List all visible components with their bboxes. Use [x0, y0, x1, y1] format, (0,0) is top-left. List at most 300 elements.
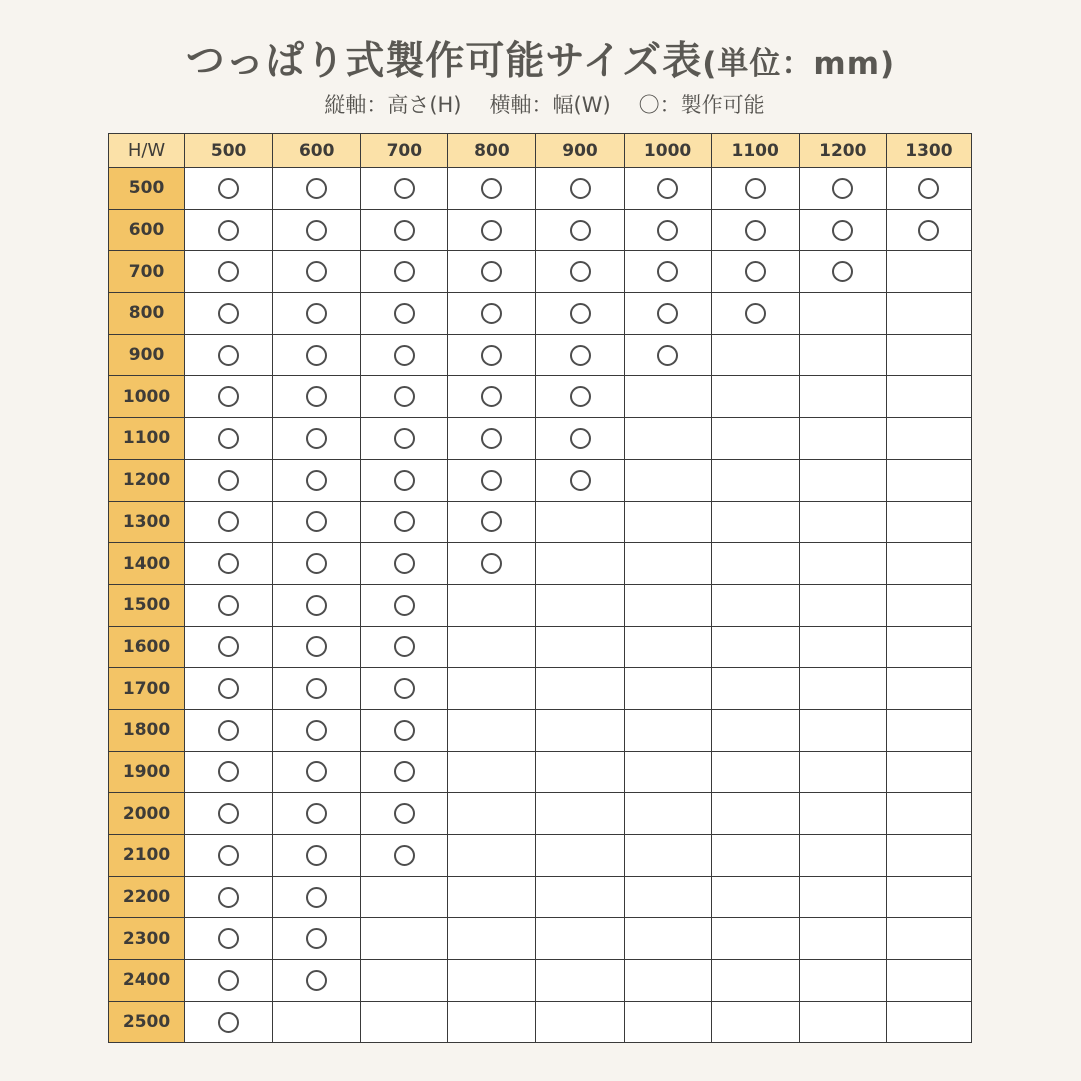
size-cell [711, 251, 799, 293]
page-title [0, 30, 1081, 86]
available-mark-icon [657, 303, 678, 324]
size-cell [448, 1001, 536, 1043]
available-mark-icon [218, 803, 239, 824]
size-cell [185, 543, 273, 585]
available-mark-icon [218, 720, 239, 741]
available-mark-icon [306, 595, 327, 616]
table-row [109, 876, 972, 918]
size-cell [624, 1001, 711, 1043]
size-table [108, 133, 972, 1043]
size-cell [448, 876, 536, 918]
size-cell [799, 418, 886, 460]
size-cell [361, 1001, 448, 1043]
size-cell [448, 960, 536, 1002]
available-mark-icon [394, 220, 415, 241]
size-cell [711, 584, 799, 626]
size-cell [361, 209, 448, 251]
size-cell [711, 626, 799, 668]
width-header: 700 [361, 134, 448, 168]
size-cell [273, 376, 361, 418]
size-cell [273, 876, 361, 918]
size-cell [799, 209, 886, 251]
available-mark-icon [394, 261, 415, 282]
size-cell [448, 376, 536, 418]
size-cell [448, 584, 536, 626]
height-header: 600 [109, 209, 185, 251]
size-cell [448, 751, 536, 793]
size-cell [624, 418, 711, 460]
table-row [109, 418, 972, 460]
available-mark-icon [218, 428, 239, 449]
available-mark-icon [306, 345, 327, 366]
size-cell [624, 334, 711, 376]
available-mark-icon [394, 761, 415, 782]
available-mark-icon [306, 220, 327, 241]
size-cell [361, 793, 448, 835]
available-mark-icon [832, 178, 853, 199]
size-cell [886, 418, 971, 460]
table-row [109, 501, 972, 543]
height-header: 1300 [109, 501, 185, 543]
size-cell [799, 876, 886, 918]
size-cell [799, 626, 886, 668]
available-mark-icon [394, 803, 415, 824]
size-cell [536, 1001, 624, 1043]
size-cell [536, 251, 624, 293]
size-cell [273, 209, 361, 251]
size-cell [886, 334, 971, 376]
size-cell [886, 626, 971, 668]
size-cell [799, 918, 886, 960]
size-cell [273, 584, 361, 626]
size-cell [536, 376, 624, 418]
size-cell [536, 668, 624, 710]
size-cell [799, 793, 886, 835]
size-cell [448, 293, 536, 335]
available-mark-icon [394, 720, 415, 741]
size-cell [624, 876, 711, 918]
available-mark-icon [394, 303, 415, 324]
size-cell [273, 668, 361, 710]
size-cell [886, 584, 971, 626]
size-cell [711, 918, 799, 960]
table-row [109, 1001, 972, 1043]
width-header: 1300 [886, 134, 971, 168]
size-cell [273, 1001, 361, 1043]
size-cell [185, 960, 273, 1002]
size-cell [886, 709, 971, 751]
available-mark-icon [481, 511, 502, 532]
size-cell [361, 543, 448, 585]
size-cell [624, 251, 711, 293]
size-cell [536, 918, 624, 960]
size-cell [711, 668, 799, 710]
available-mark-icon [306, 470, 327, 491]
size-cell [536, 501, 624, 543]
size-cell [886, 209, 971, 251]
size-cell [448, 334, 536, 376]
size-cell [185, 709, 273, 751]
available-mark-icon [218, 303, 239, 324]
size-cell [448, 459, 536, 501]
available-mark-icon [306, 928, 327, 949]
size-cell [711, 501, 799, 543]
size-cell [448, 835, 536, 877]
size-cell [273, 918, 361, 960]
size-cell [536, 168, 624, 210]
size-cell [624, 459, 711, 501]
size-cell [536, 209, 624, 251]
size-cell [536, 626, 624, 668]
height-header: 700 [109, 251, 185, 293]
table-row [109, 835, 972, 877]
height-header: 1200 [109, 459, 185, 501]
available-mark-icon [481, 220, 502, 241]
available-mark-icon [306, 511, 327, 532]
size-cell [361, 584, 448, 626]
size-cell [886, 168, 971, 210]
size-cell [448, 168, 536, 210]
size-cell [448, 793, 536, 835]
size-cell [799, 751, 886, 793]
size-cell [624, 168, 711, 210]
available-mark-icon [394, 511, 415, 532]
size-cell [361, 168, 448, 210]
size-cell [273, 418, 361, 460]
available-mark-icon [394, 636, 415, 657]
size-cell [799, 251, 886, 293]
available-mark-icon [481, 553, 502, 574]
size-cell [185, 626, 273, 668]
size-cell [886, 543, 971, 585]
available-mark-icon [394, 470, 415, 491]
size-cell [799, 293, 886, 335]
size-cell [624, 709, 711, 751]
size-cell [273, 293, 361, 335]
available-mark-icon [570, 470, 591, 491]
height-header: 500 [109, 168, 185, 210]
available-mark-icon [745, 220, 766, 241]
size-cell [886, 293, 971, 335]
title-unit: (単位：mm) [702, 46, 896, 82]
size-cell [536, 459, 624, 501]
available-mark-icon [394, 428, 415, 449]
available-mark-icon [657, 220, 678, 241]
available-mark-icon [918, 220, 939, 241]
height-header: 1600 [109, 626, 185, 668]
size-cell [624, 960, 711, 1002]
size-cell [711, 293, 799, 335]
table-body [109, 168, 972, 1043]
table-row [109, 376, 972, 418]
available-mark-icon [306, 386, 327, 407]
size-cell [185, 168, 273, 210]
available-mark-icon [306, 720, 327, 741]
table-row [109, 459, 972, 501]
height-header: 2000 [109, 793, 185, 835]
available-mark-icon [306, 553, 327, 574]
size-cell [886, 1001, 971, 1043]
size-cell [361, 960, 448, 1002]
size-cell [624, 751, 711, 793]
size-cell [799, 1001, 886, 1043]
size-cell [273, 334, 361, 376]
available-mark-icon [306, 887, 327, 908]
size-cell [711, 168, 799, 210]
table-row [109, 543, 972, 585]
available-mark-icon [306, 261, 327, 282]
width-header: 900 [536, 134, 624, 168]
size-cell [711, 751, 799, 793]
size-cell [361, 334, 448, 376]
size-cell [624, 626, 711, 668]
corner-label: H/W [109, 134, 185, 168]
table-row [109, 334, 972, 376]
size-cell [273, 751, 361, 793]
available-mark-icon [745, 261, 766, 282]
axis-legend [0, 89, 1081, 119]
available-mark-icon [218, 970, 239, 991]
size-cell [185, 501, 273, 543]
horizontal-axis-note: 横軸：幅(W) [489, 93, 611, 117]
available-mark-icon [481, 345, 502, 366]
available-mark-icon [306, 678, 327, 699]
size-cell [799, 459, 886, 501]
table-row [109, 793, 972, 835]
size-cell [361, 835, 448, 877]
available-mark-icon [481, 261, 502, 282]
height-header: 800 [109, 293, 185, 335]
size-cell [711, 793, 799, 835]
size-cell [273, 626, 361, 668]
size-cell [886, 459, 971, 501]
size-cell [361, 709, 448, 751]
size-cell [448, 543, 536, 585]
height-header: 1900 [109, 751, 185, 793]
available-mark-icon [218, 761, 239, 782]
size-cell [536, 584, 624, 626]
size-cell [185, 1001, 273, 1043]
size-cell [361, 459, 448, 501]
available-mark-icon [218, 345, 239, 366]
size-cell [886, 960, 971, 1002]
size-cell [448, 501, 536, 543]
available-mark-icon [306, 970, 327, 991]
available-mark-icon [394, 386, 415, 407]
size-cell [711, 1001, 799, 1043]
available-mark-icon [481, 470, 502, 491]
height-header: 1100 [109, 418, 185, 460]
available-mark-icon [394, 553, 415, 574]
size-cell [711, 376, 799, 418]
size-cell [886, 251, 971, 293]
available-mark-icon [394, 595, 415, 616]
size-cell [886, 501, 971, 543]
size-cell [536, 751, 624, 793]
size-cell [361, 626, 448, 668]
size-cell [799, 960, 886, 1002]
size-cell [536, 709, 624, 751]
available-mark-icon [394, 345, 415, 366]
width-header: 600 [273, 134, 361, 168]
available-mark-icon [394, 845, 415, 866]
size-cell [185, 334, 273, 376]
available-mark-icon [394, 178, 415, 199]
size-cell [361, 668, 448, 710]
size-cell [799, 334, 886, 376]
height-header: 1800 [109, 709, 185, 751]
height-header: 2300 [109, 918, 185, 960]
available-mark-icon [218, 678, 239, 699]
size-cell [273, 251, 361, 293]
size-cell [711, 876, 799, 918]
available-mark-icon [570, 303, 591, 324]
size-cell [799, 543, 886, 585]
height-header: 1700 [109, 668, 185, 710]
width-header: 1200 [799, 134, 886, 168]
size-cell [185, 251, 273, 293]
title-main: つっぱり式製作可能サイズ表 [185, 39, 703, 84]
size-cell [536, 835, 624, 877]
table-row [109, 168, 972, 210]
vertical-axis-note: 縦軸：高さ(H) [324, 93, 462, 117]
size-cell [273, 793, 361, 835]
size-cell [448, 918, 536, 960]
available-mark-icon [481, 428, 502, 449]
size-cell [448, 209, 536, 251]
available-mark-icon [657, 261, 678, 282]
height-header: 1500 [109, 584, 185, 626]
available-mark-icon [306, 761, 327, 782]
table-row [109, 209, 972, 251]
width-header: 1000 [624, 134, 711, 168]
available-mark-icon [657, 178, 678, 199]
size-cell [536, 793, 624, 835]
size-cell [273, 960, 361, 1002]
size-cell [273, 543, 361, 585]
size-cell [361, 918, 448, 960]
available-mark-icon [218, 470, 239, 491]
size-cell [448, 626, 536, 668]
size-cell [361, 418, 448, 460]
available-mark-icon [570, 261, 591, 282]
size-cell [711, 334, 799, 376]
available-mark-icon [745, 178, 766, 199]
available-mark-icon [394, 678, 415, 699]
size-cell [624, 793, 711, 835]
available-mark-icon [218, 595, 239, 616]
size-cell [886, 835, 971, 877]
available-mark-icon [306, 803, 327, 824]
available-mark-icon [218, 261, 239, 282]
available-mark-icon [570, 386, 591, 407]
available-mark-icon [832, 261, 853, 282]
height-header: 2200 [109, 876, 185, 918]
size-cell [361, 251, 448, 293]
width-header: 800 [448, 134, 536, 168]
available-mark-icon [218, 1012, 239, 1033]
size-cell [711, 960, 799, 1002]
size-cell [185, 376, 273, 418]
available-mark-icon [218, 845, 239, 866]
size-cell [536, 418, 624, 460]
size-cell [711, 209, 799, 251]
size-cell [624, 918, 711, 960]
available-mark-icon [218, 178, 239, 199]
available-mark-icon [218, 220, 239, 241]
size-cell [624, 668, 711, 710]
available-mark-icon [218, 928, 239, 949]
header-row [109, 134, 972, 168]
available-mark-icon [918, 178, 939, 199]
size-cell [799, 501, 886, 543]
size-cell [185, 835, 273, 877]
size-cell [624, 501, 711, 543]
size-cell [361, 293, 448, 335]
available-mark-icon [481, 178, 502, 199]
size-cell [536, 334, 624, 376]
size-cell [886, 918, 971, 960]
size-cell [799, 584, 886, 626]
size-cell [448, 251, 536, 293]
available-mark-icon [306, 178, 327, 199]
available-mark-icon [570, 428, 591, 449]
size-cell [624, 376, 711, 418]
available-mark-icon [657, 345, 678, 366]
size-cell [799, 835, 886, 877]
size-cell [536, 543, 624, 585]
size-cell [886, 793, 971, 835]
size-cell [624, 209, 711, 251]
size-cell [273, 168, 361, 210]
size-cell [886, 668, 971, 710]
size-cell [185, 293, 273, 335]
available-mark-icon [306, 303, 327, 324]
size-cell [886, 876, 971, 918]
size-cell [273, 835, 361, 877]
table-row [109, 709, 972, 751]
size-cell [624, 835, 711, 877]
size-cell [185, 918, 273, 960]
size-cell [536, 293, 624, 335]
height-header: 2500 [109, 1001, 185, 1043]
size-cell [273, 459, 361, 501]
table-row [109, 626, 972, 668]
available-mark-icon [832, 220, 853, 241]
height-header: 1000 [109, 376, 185, 418]
available-mark-icon [218, 553, 239, 574]
size-cell [624, 584, 711, 626]
available-mark-icon [218, 511, 239, 532]
size-cell [799, 709, 886, 751]
width-header: 1100 [711, 134, 799, 168]
table-row [109, 918, 972, 960]
size-cell [886, 751, 971, 793]
size-cell [711, 459, 799, 501]
available-mark-icon [481, 303, 502, 324]
size-cell [361, 876, 448, 918]
size-cell [273, 501, 361, 543]
size-cell [799, 168, 886, 210]
height-header: 900 [109, 334, 185, 376]
size-cell [273, 709, 361, 751]
height-header: 2400 [109, 960, 185, 1002]
size-cell [711, 709, 799, 751]
available-mark-icon [481, 386, 502, 407]
size-cell [361, 376, 448, 418]
available-mark-icon [570, 220, 591, 241]
table-row [109, 751, 972, 793]
